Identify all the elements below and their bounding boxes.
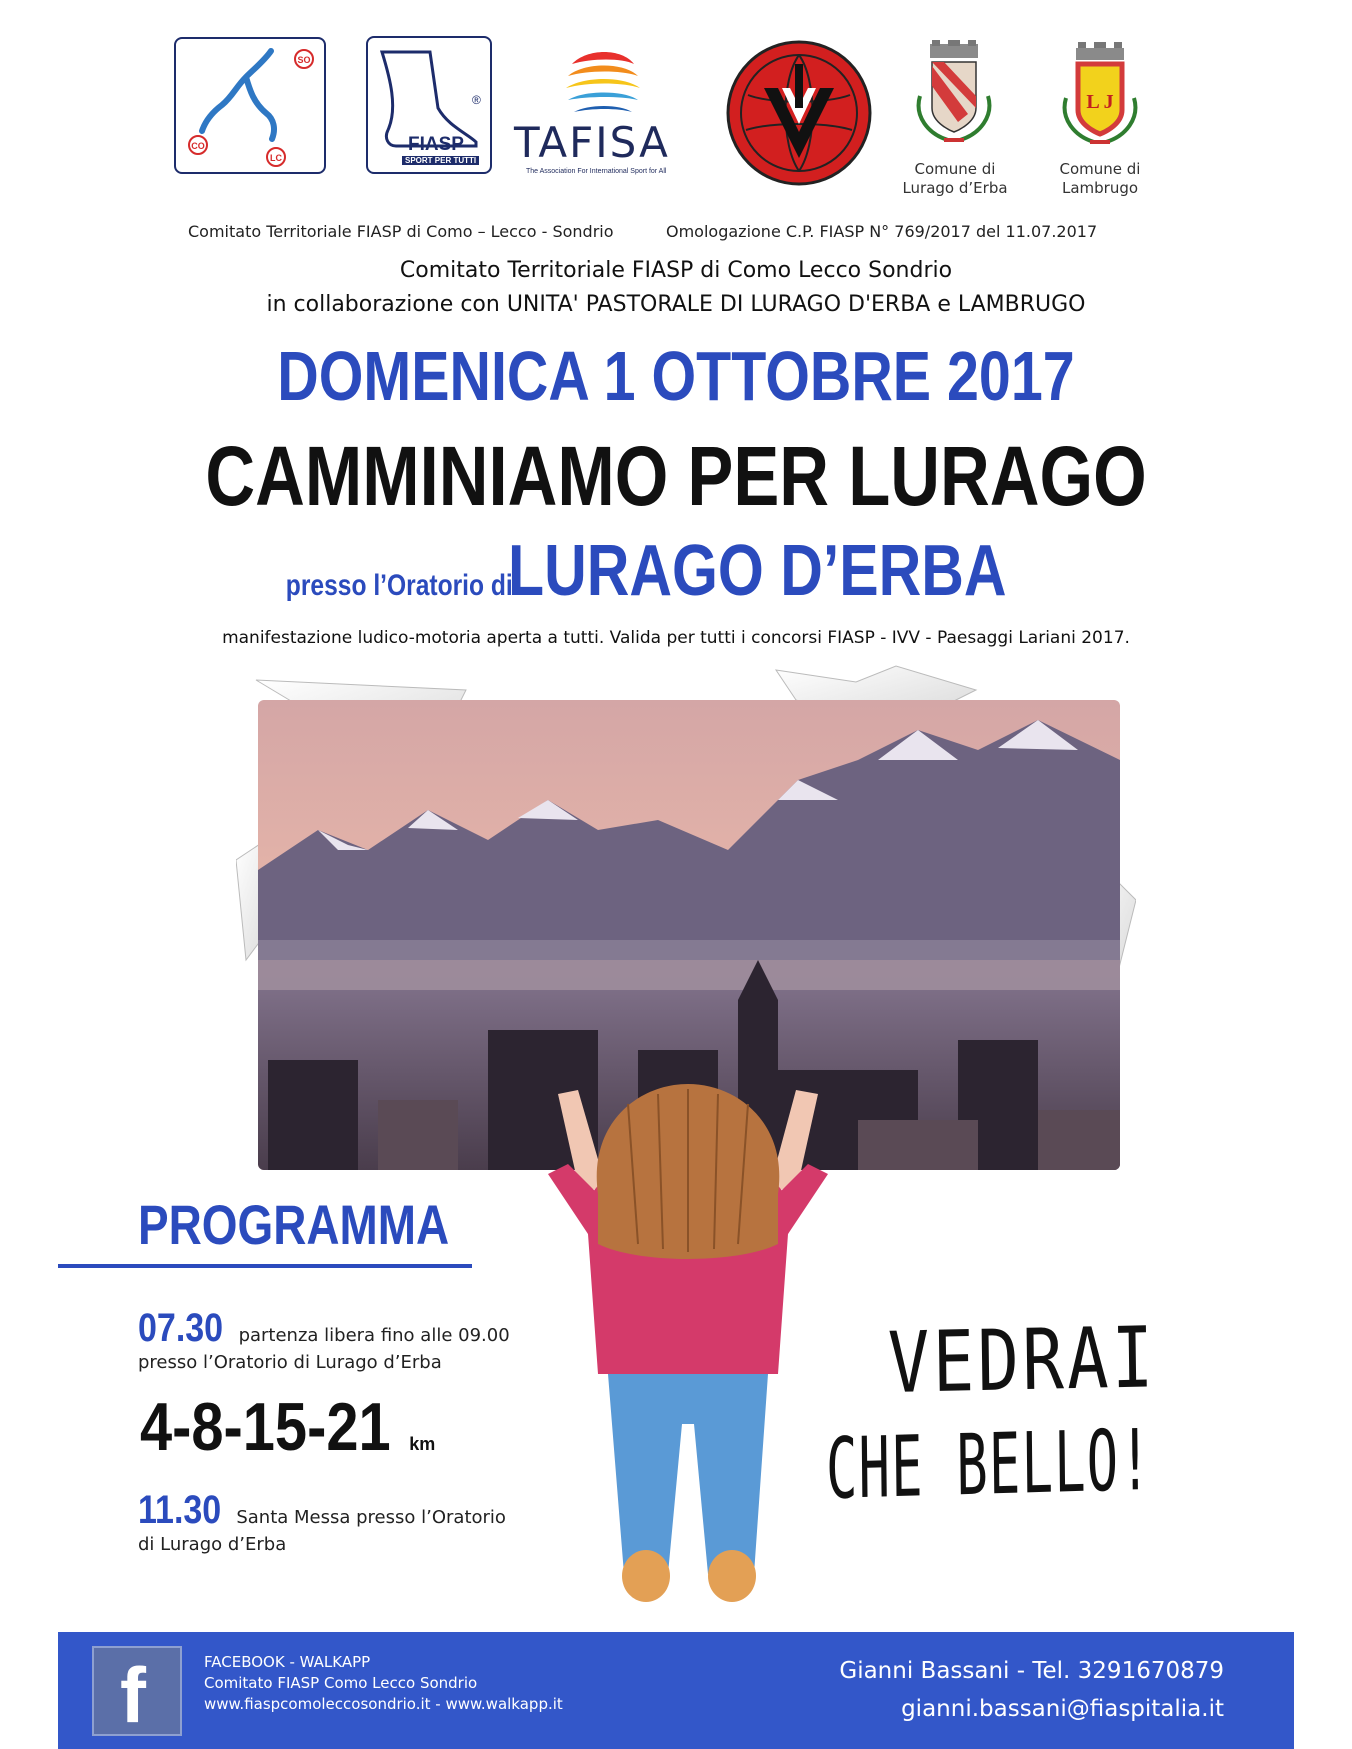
comune-lambrugo-caption: [1040, 160, 1160, 198]
program-underline: [58, 1264, 472, 1268]
map-label-lc: LC: [270, 153, 282, 163]
start-place: presso l’Oratorio di Lurago d’Erba: [138, 1352, 442, 1373]
lambrugo-coat-of-arms-icon: [1054, 38, 1146, 156]
slogan-line2: CHE BELLO!: [825, 1410, 1153, 1518]
lake-map-icon: [176, 39, 324, 172]
tafisa-logo: [512, 44, 692, 174]
mass-time: 11.30: [138, 1488, 222, 1532]
location-row: [0, 530, 1352, 612]
tafisa-tagline: The Association For International Sport for All: [526, 168, 667, 175]
event-description: manifestazione ludico-motoria aperta a tutti. Valida per tutti i concorsi FIASP - IVV - Paesaggi Lariani 2017.: [222, 628, 1130, 648]
event-title: CAMMINIAMO PER LURAGO: [205, 429, 1147, 523]
start-time: 07.30: [138, 1306, 224, 1350]
footer-left-text: [204, 1652, 563, 1715]
comune-lambrugo-line1: Comune di: [1059, 160, 1141, 178]
tafisa-name: TAFISA: [514, 118, 670, 167]
comune-lurago-line2: Lurago d’Erba: [902, 179, 1008, 197]
map-label-so: SO: [297, 55, 311, 65]
girl-from-behind-icon: [538, 1084, 838, 1604]
footer-websites[interactable]: www.fiaspcomoleccosondrio.it - www.walkapp.it: [204, 1695, 563, 1713]
event-date: DOMENICA 1 OTTOBRE 2017: [277, 337, 1075, 415]
facebook-icon[interactable]: [92, 1646, 182, 1739]
comune-lurago-caption: [890, 160, 1020, 198]
footer-social: FACEBOOK - WALKAPP: [204, 1653, 371, 1671]
distance-unit: km: [409, 1434, 436, 1454]
comune-lambrugo-line2: Lambrugo: [1061, 179, 1139, 197]
footer-contact: Gianni Bassani - Tel. 3291670879: [839, 1658, 1224, 1684]
lurago-coat-of-arms-icon: [908, 36, 1000, 156]
omologazione-line: Omologazione C.P. FIASP N° 769/2017 del 11.07.2017: [666, 222, 1098, 241]
mass-place: di Lurago d’Erba: [138, 1534, 287, 1555]
distances-row: [140, 1388, 435, 1466]
svg-text:L J: L J: [1086, 91, 1114, 113]
collaboration-line: in collaborazione con UNITA' PASTORALE DI LURAGO D'ERBA e LAMBRUGO: [266, 292, 1086, 317]
program-title: PROGRAMMA: [138, 1193, 450, 1256]
fiasp-name: FIASP: [408, 134, 464, 155]
start-text: partenza libera fino alle 09.00: [238, 1325, 510, 1346]
lurago-crest: [908, 36, 1000, 156]
organizer-line: Comitato Territoriale FIASP di Como Lecco Sondrio: [399, 258, 953, 283]
fiasp-como-lecco-sondrio-logo: [174, 37, 326, 174]
location-name: LURAGO D’ERBA: [507, 531, 1007, 611]
ivv-globe-icon: [726, 40, 872, 186]
facebook-glyph: f: [120, 1651, 146, 1739]
mass-row: [138, 1488, 506, 1533]
mass-text: Santa Messa presso l’Oratorio: [236, 1507, 506, 1528]
lambrugo-crest: [1054, 38, 1146, 156]
footer-bar: [58, 1632, 1294, 1749]
svg-text:®: ®: [472, 93, 481, 107]
slogan-line1: VEDRAI: [887, 1308, 1158, 1412]
footer-email[interactable]: gianni.bassani@fiaspitalia.it: [901, 1696, 1224, 1722]
map-label-co: CO: [191, 141, 205, 151]
fiasp-logo: [366, 36, 492, 174]
comune-lurago-line1: Comune di: [914, 160, 996, 178]
distances: 4-8-15-21: [140, 1389, 391, 1465]
tafisa-flame-icon: [512, 44, 692, 122]
location-prefix: presso l’Oratorio di: [286, 569, 514, 602]
fiasp-tagline: SPORT PER TUTTI: [402, 156, 479, 165]
start-row: [138, 1306, 510, 1351]
footer-committee: Comitato FIASP Como Lecco Sondrio: [204, 1674, 478, 1692]
ivv-logo: [726, 40, 872, 186]
girl-illustration: [538, 1084, 838, 1604]
committee-small-line: Comitato Territoriale FIASP di Como – Lecco - Sondrio: [188, 222, 614, 241]
